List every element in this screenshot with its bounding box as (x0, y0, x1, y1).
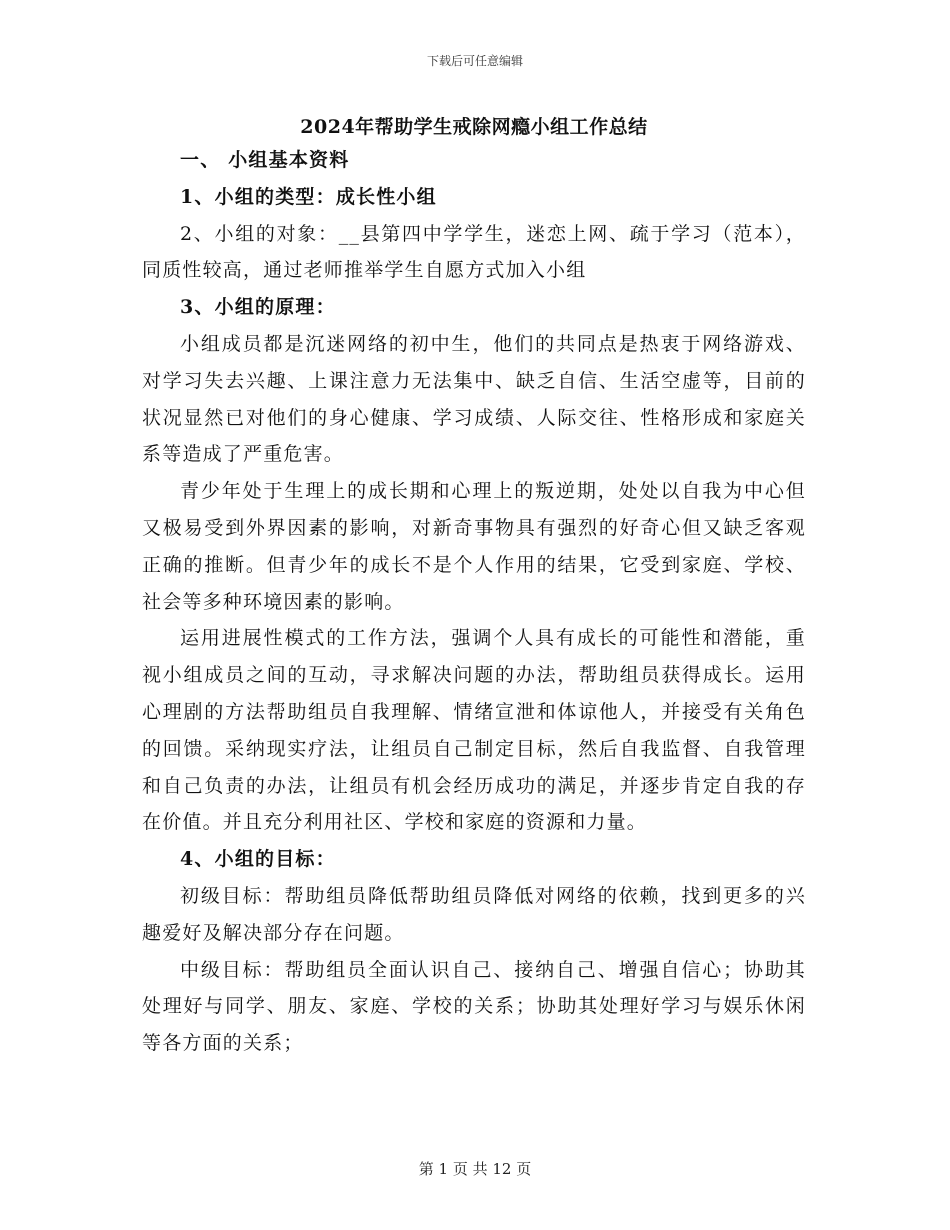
primary-goal-paragraph: 初级目标：帮助组员降低帮助组员降低对网络的依赖，找到更多的兴趣爱好及解决部分存在问题。 (142, 884, 806, 944)
group-goals-heading: 4、小组的目标： (180, 848, 336, 871)
section-heading-basic-info: 一、 小组基本资料 (180, 149, 350, 171)
page-footer: 第 1 页 共 12 页 (418, 1160, 532, 1178)
principle-paragraph-3: 运用进展性模式的工作方法，强调个人具有成长的可能性和潜能，重视小组成员之间的互动，寻求解决问题的办法，帮助组员获得成长。运用心理剧的方法帮助组员自我理解、情绪宣泄和体谅他人，并接受有关角色的回馈。采纳现实疗法，让组员自己制定目标，然后自我监督、自我管理和自己负责的办法，让组员有机会经历成功的满足，并逐步肯定自我的存在价值。并且充分利用社区、学校和家庭的资源和力量。 (142, 627, 806, 834)
principle-paragraph-1: 小组成员都是沉迷网络的初中生，他们的共同点是热衷于网络游戏、对学习失去兴趣、上课注意力无法集中、缺乏自信、生活空虚等，目前的状况显然已对他们的身心健康、学习成绩、人际交往、性格形成和家庭关系等造成了严重危害。 (142, 332, 806, 466)
group-target-paragraph: 2、小组的对象：__县第四中学学生，迷恋上网、疏于学习（范本），同质性较高，通过老师推举学生自愿方式加入小组 (142, 222, 806, 282)
document-title: 2024年帮助学生戒除网瘾小组工作总结 (300, 116, 648, 138)
page-header: 下载后可任意编辑 (426, 54, 523, 68)
group-type-heading: 1、小组的类型：成长性小组 (180, 185, 437, 208)
group-principle-heading: 3、小组的原理： (180, 296, 336, 319)
principle-paragraph-2: 青少年处于生理上的成长期和心理上的叛逆期，处处以自我为中心但又极易受到外界因素的影响，对新奇事物具有强烈的好奇心但又缺乏客观正确的推断。但青少年的成长不是个人作用的结果，它受到家庭、学校、社会等多种环境因素的影响。 (142, 480, 806, 613)
document-body (142, 112, 806, 1062)
intermediate-goal-paragraph: 中级目标：帮助组员全面认识自己、接纳自己、增强自信心；协助其处理好与同学、朋友、家庭、学校的关系；协助其处理好学习与娱乐休闲等各方面的关系； (142, 958, 806, 1055)
